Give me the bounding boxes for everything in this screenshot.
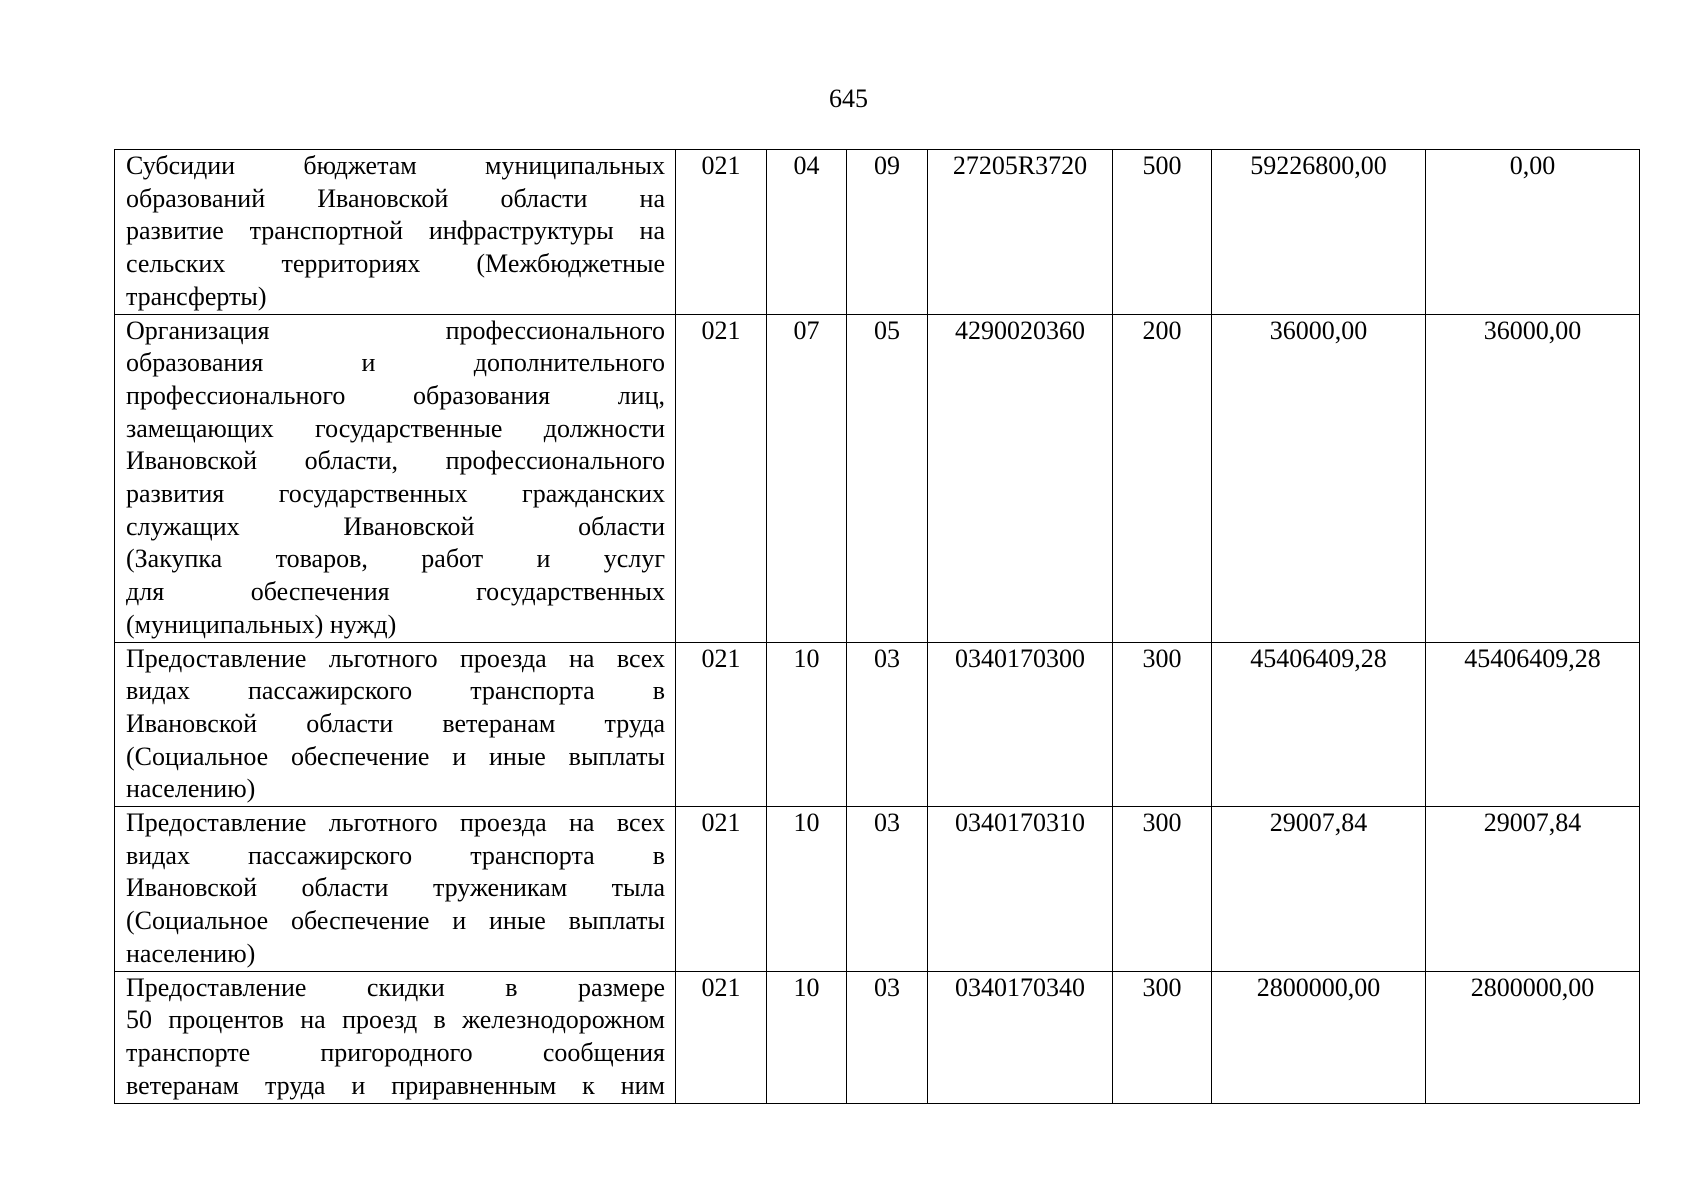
- description-line: ветеранам труда и приравненным к ним: [126, 1070, 665, 1100]
- description-line: (Закупка товаров, работ и услуг: [126, 544, 665, 574]
- cell-expense-type-code: 300: [1113, 642, 1212, 807]
- cell-amount-1: 29007,84: [1212, 807, 1426, 972]
- cell-subsection-code: 09: [847, 150, 928, 315]
- cell-section-code: 10: [767, 807, 847, 972]
- table-row: [115, 314, 1640, 642]
- description-line: развития государственных гражданских: [126, 479, 665, 509]
- cell-description: [115, 971, 676, 1103]
- cell-expense-type-code: 300: [1113, 971, 1212, 1103]
- cell-grbs-code: 021: [676, 807, 767, 972]
- cell-target-article-code: 0340170300: [928, 642, 1113, 807]
- cell-section-code: 10: [767, 971, 847, 1103]
- description-line: Субсидии бюджетам муниципальных: [126, 151, 665, 180]
- cell-grbs-code: 021: [676, 314, 767, 642]
- cell-grbs-code: 021: [676, 150, 767, 315]
- cell-expense-type-code: 500: [1113, 150, 1212, 315]
- cell-amount-2: 0,00: [1426, 150, 1640, 315]
- cell-description: [115, 642, 676, 807]
- cell-amount-1: 45406409,28: [1212, 642, 1426, 807]
- description-line: профессионального образования лиц,: [126, 380, 665, 410]
- cell-target-article-code: 0340170340: [928, 971, 1113, 1103]
- cell-expense-type-code: 200: [1113, 314, 1212, 642]
- table-row: [115, 807, 1640, 972]
- description-line: Предоставление скидки в размере: [126, 972, 665, 1002]
- cell-subsection-code: 03: [847, 807, 928, 972]
- description-line: образования и дополнительного: [126, 348, 665, 378]
- description-line: 50 процентов на проезд в железнодорожном: [126, 1005, 665, 1035]
- table-row: [115, 642, 1640, 807]
- cell-description: [115, 807, 676, 972]
- table-row: [115, 150, 1640, 315]
- cell-subsection-code: 03: [847, 642, 928, 807]
- description-line: Организация профессионального: [126, 315, 665, 345]
- cell-subsection-code: 05: [847, 314, 928, 642]
- cell-target-article-code: 4290020360: [928, 314, 1113, 642]
- description-line: служащих Ивановской области: [126, 511, 665, 541]
- description-line: образований Ивановской области на: [126, 183, 665, 213]
- description-line: Предоставление льготного проезда на всех: [126, 643, 665, 673]
- cell-amount-2: 2800000,00: [1426, 971, 1640, 1103]
- description-line: трансферты): [126, 281, 267, 311]
- table-body: [115, 150, 1640, 1104]
- cell-amount-2: 45406409,28: [1426, 642, 1640, 807]
- cell-section-code: 07: [767, 314, 847, 642]
- description-line: (муниципальных) нужд): [126, 609, 397, 639]
- cell-description: [115, 314, 676, 642]
- description-line: Ивановской области, профессионального: [126, 446, 665, 476]
- cell-target-article-code: 0340170310: [928, 807, 1113, 972]
- description-line: (Социальное обеспечение и иные выплаты: [126, 741, 665, 771]
- description-line: для обеспечения государственных: [126, 577, 665, 607]
- description-line: Ивановской области ветеранам труда: [126, 708, 665, 738]
- description-line: видах пассажирского транспорта в: [126, 676, 665, 706]
- cell-amount-2: 36000,00: [1426, 314, 1640, 642]
- description-line: населению): [126, 938, 256, 968]
- cell-amount-1: 2800000,00: [1212, 971, 1426, 1103]
- description-line: транспорте пригородного сообщения: [126, 1037, 665, 1067]
- cell-expense-type-code: 300: [1113, 807, 1212, 972]
- description-line: Предоставление льготного проезда на всех: [126, 808, 665, 838]
- description-line: (Социальное обеспечение и иные выплаты: [126, 906, 665, 936]
- cell-subsection-code: 03: [847, 971, 928, 1103]
- table-row: [115, 971, 1640, 1103]
- cell-grbs-code: 021: [676, 971, 767, 1103]
- description-line: Ивановской области труженикам тыла: [126, 873, 665, 903]
- cell-target-article-code: 27205R3720: [928, 150, 1113, 315]
- cell-section-code: 10: [767, 642, 847, 807]
- description-line: развитие транспортной инфраструктуры на: [126, 216, 665, 246]
- cell-amount-2: 29007,84: [1426, 807, 1640, 972]
- description-line: видах пассажирского транспорта в: [126, 840, 665, 870]
- cell-grbs-code: 021: [676, 642, 767, 807]
- budget-table: [114, 149, 1640, 1104]
- description-line: замещающих государственные должности: [126, 413, 665, 443]
- cell-description: [115, 150, 676, 315]
- description-line: сельских территориях (Межбюджетные: [126, 249, 665, 279]
- page-number: 645: [829, 84, 868, 113]
- description-line: населению): [126, 774, 256, 804]
- cell-section-code: 04: [767, 150, 847, 315]
- cell-amount-1: 36000,00: [1212, 314, 1426, 642]
- cell-amount-1: 59226800,00: [1212, 150, 1426, 315]
